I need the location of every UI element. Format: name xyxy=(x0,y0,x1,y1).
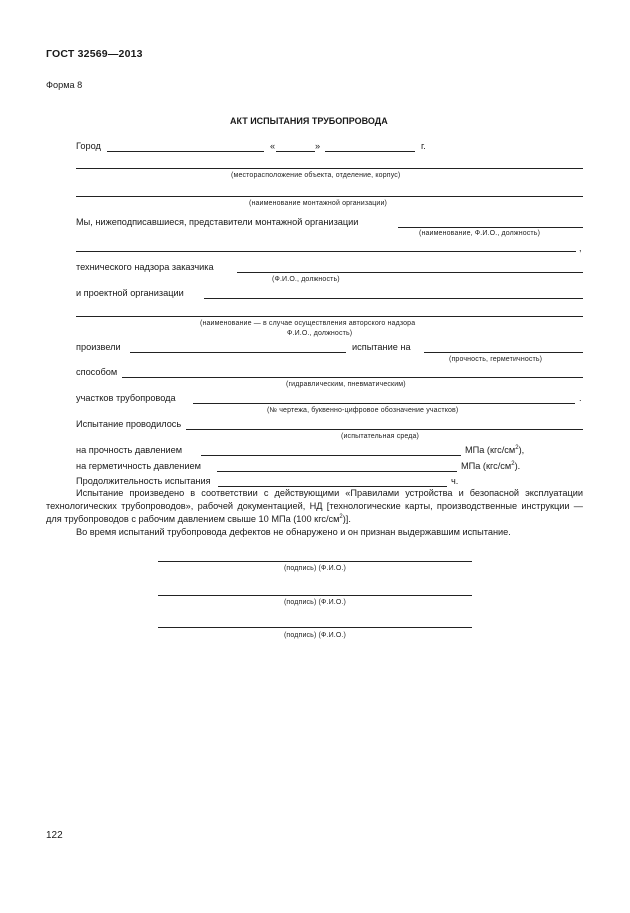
test-medium-field[interactable] xyxy=(186,429,583,430)
tightness-pressure-unit: МПа $(кгс/см^2)$. xyxy=(461,460,521,471)
city-field[interactable] xyxy=(107,151,264,152)
compliance-paragraph: Испытание произведено в соответствии с действующими «Правилами устройства и безопасной эксплуатации технологических трубопроводов», рабочей документацией, НД [технологические карты, производственные инструкции — для трубопроводов с рабочим давлением свыше 10 МПа (100 кгс/$см^2$)]. xyxy=(46,488,583,524)
signature-hint-2: (подпись) (Ф.И.О.) xyxy=(283,599,347,606)
method-label: способом xyxy=(76,367,118,377)
sections-period: . xyxy=(579,393,582,403)
city-label: Город xyxy=(76,141,101,151)
design-label: и проектной организации xyxy=(76,288,184,298)
author-hint-1: (наименование — в случае осуществления авторского надзора xyxy=(200,320,416,327)
test-performed-label: Испытание проводилось xyxy=(76,419,182,429)
method-field[interactable] xyxy=(122,377,583,378)
supervision-field[interactable] xyxy=(237,272,583,273)
signature-hint-3: (подпись) (Ф.И.О.) xyxy=(283,632,347,639)
duration-label: Продолжительность испытания xyxy=(76,476,211,486)
form-number: Форма 8 xyxy=(46,80,83,90)
quote-open: « xyxy=(270,141,276,151)
author-hint-2: Ф.И.О., должность) xyxy=(287,330,353,337)
design-field[interactable] xyxy=(204,298,583,299)
supervision-label: технического надзора заказчика xyxy=(76,262,214,272)
tightness-pressure-label: на герметичность давлением xyxy=(76,461,201,471)
installer-hint: (наименование монтажной организации) xyxy=(249,200,388,207)
month-field[interactable] xyxy=(325,151,415,152)
strength-pressure-unit: МПа $(кгс/см^2)$, xyxy=(465,444,525,455)
method-hint: (гидравлическим, пневматическим) xyxy=(286,381,406,388)
medium-hint: (испытательная среда) xyxy=(341,433,420,440)
installer-rep-field[interactable] xyxy=(398,227,583,228)
fio-position-hint: (Ф.И.О., должность) xyxy=(272,276,340,283)
installer-rep-field-2[interactable] xyxy=(76,251,576,252)
standard-code: ГОСТ 32569—2013 xyxy=(46,48,143,60)
sections-hint: (№ чертежа, буквенно-цифровое обозначение участков) xyxy=(267,407,459,414)
signature-line-2[interactable] xyxy=(158,595,472,596)
performed-label: произвели xyxy=(76,342,121,352)
page-number: 122 xyxy=(46,830,63,841)
document-title: АКТ ИСПЫТАНИЯ ТРУБОПРОВОДА xyxy=(230,116,388,126)
strength-pressure-label: на прочность давлением xyxy=(76,445,183,455)
sections-label: участков трубопровода xyxy=(76,393,176,403)
strength-pressure-field[interactable] xyxy=(201,455,461,456)
test-type-field[interactable] xyxy=(424,352,583,353)
strength-hint: (прочность, герметичность) xyxy=(449,356,543,363)
tightness-pressure-field[interactable] xyxy=(217,471,457,472)
hours-label: ч. xyxy=(451,476,459,486)
sections-field[interactable] xyxy=(193,403,575,404)
design-field-2[interactable] xyxy=(76,316,583,317)
comma: , xyxy=(579,243,582,253)
result-paragraph: Во время испытаний трубопровода дефектов не обнаружено и он признан выдержавшим испытание. xyxy=(76,527,511,537)
signature-line-1[interactable] xyxy=(158,561,472,562)
location-field[interactable] xyxy=(76,168,583,169)
installer-field[interactable] xyxy=(76,196,583,197)
year-suffix: г. xyxy=(421,141,426,151)
day-field[interactable] xyxy=(276,151,315,152)
name-position-hint: (наименование, Ф.И.О., должность) xyxy=(419,230,541,237)
signature-line-3[interactable] xyxy=(158,627,472,628)
performed-field[interactable] xyxy=(130,352,346,353)
signature-hint-1: (подпись) (Ф.И.О.) xyxy=(283,565,347,572)
signers-label: Мы, нижеподписавшиеся, представители монтажной организации xyxy=(76,217,359,227)
location-hint: (месторасположение объекта, отделение, корпус) xyxy=(231,172,401,179)
test-on-label: испытание на xyxy=(352,342,411,352)
quote-close: » xyxy=(315,141,321,151)
